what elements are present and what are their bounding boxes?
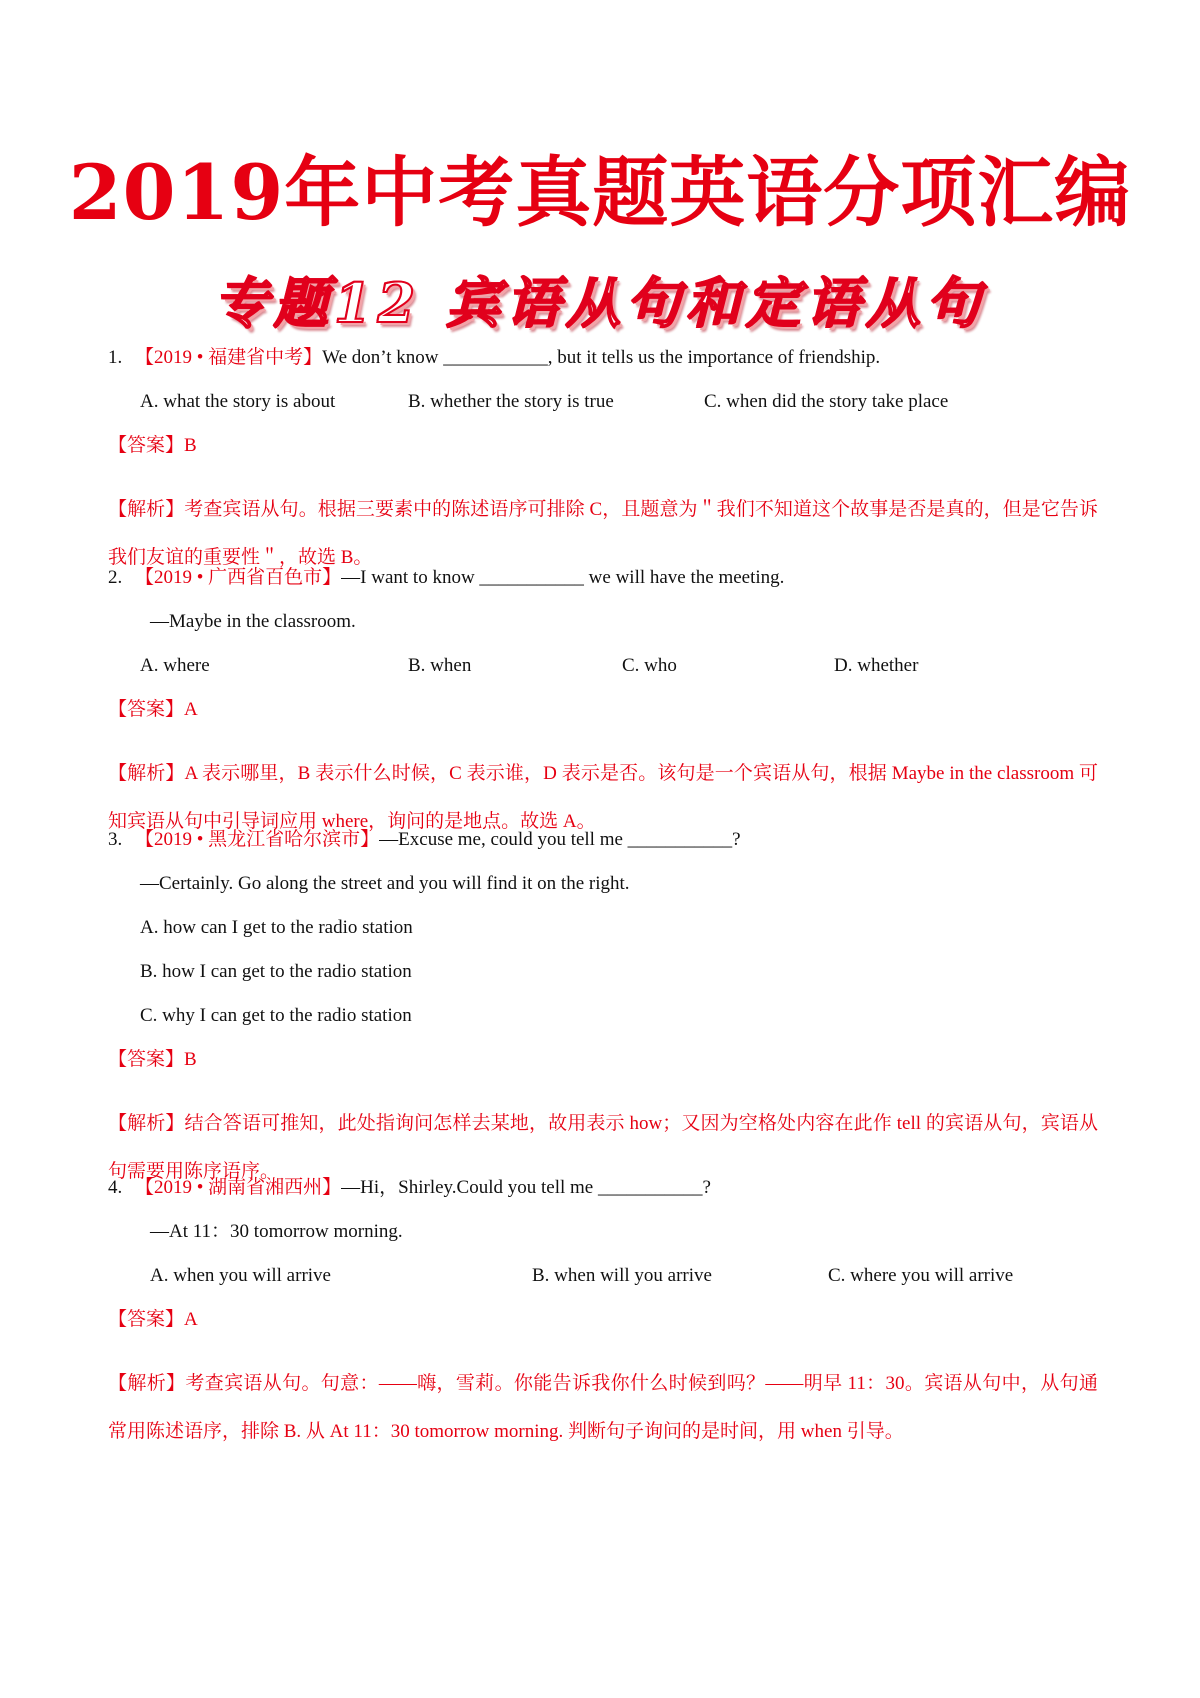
analysis-text: 考查宾语从句。根据三要素中的陈述语序可排除 C，且题意为＂我们不知道这个故事是否是真的，但是它告诉我们友谊的重要性＂，故选 B。 (108, 499, 1098, 568)
answer-label: 【答案】 (108, 435, 185, 456)
question-text: —Hi，Shirley.Could you tell me ___________? (341, 1177, 711, 1198)
analysis-text: 考查宾语从句。句意：——嗨，雪莉。你能告诉我你什么时候到吗？——明早 11：30。宾语从句中，从句通常用陈述语序，排除 B. 从 At 11：30 tomorrow morning. 判断句子询问的是时间，用 when 引导。 (108, 1373, 1098, 1442)
answer-label: 【答案】 (108, 1309, 185, 1330)
analysis-label: 【解析】 (108, 1373, 186, 1394)
analysis-text: 结合答语可推知，此处指询问怎样去某地，故用表示 how；又因为空格处内容在此作 tell 的宾语从句，宾语从句需要用陈序语序。 (108, 1113, 1098, 1182)
question-text: —Excuse me, could you tell me ___________? (379, 829, 741, 850)
option-c: C. who (622, 655, 677, 676)
question-source: 【2019 • 黑龙江省哈尔滨市】 (135, 829, 380, 850)
document-subtitle: 专题12 宾语从句和定语从句 (214, 271, 986, 335)
analysis-text: A 表示哪里，B 表示什么时候，C 表示谁，D 表示是否。该句是一个宾语从句，根据 Maybe in the classroom 可知宾语从句中引导词应用 where，询问的是地点。故选 A。 (108, 763, 1098, 832)
answer-label: 【答案】 (108, 1049, 185, 1070)
question-number: 2. (108, 567, 123, 588)
question-4-answer (108, 1306, 198, 1334)
question-1-answer (108, 432, 197, 460)
option-d: D. whether (834, 655, 919, 676)
option-b: B. when will you arrive (532, 1265, 712, 1286)
question-1-options (140, 388, 948, 416)
question-3-stem (108, 826, 741, 854)
answer-label: 【答案】 (108, 699, 185, 720)
question-2-options (140, 652, 918, 680)
question-3-answer (108, 1046, 197, 1074)
question-number: 4. (108, 1177, 123, 1198)
question-text: We don’t know ___________, but it tells us the importance of friendship. (322, 347, 881, 368)
option-b: B. when (408, 655, 472, 676)
question-2-stem (108, 564, 784, 592)
analysis-label: 【解析】 (108, 499, 185, 520)
answer-value: A (184, 1309, 198, 1330)
analysis-label: 【解析】 (108, 763, 185, 784)
option-a: A. when you will arrive (150, 1265, 331, 1286)
question-1-stem (108, 344, 880, 372)
option-b: B. how I can get to the radio station (140, 961, 412, 982)
analysis-label: 【解析】 (108, 1113, 185, 1134)
question-4-analysis (108, 1360, 1098, 1456)
question-4-options (150, 1262, 1013, 1290)
question-2-reply: —Maybe in the classroom. (150, 611, 356, 632)
option-c: C. where you will arrive (828, 1265, 1014, 1286)
question-4-stem (108, 1174, 711, 1202)
document-title: 2019年中考真题英语分项汇编 (68, 148, 1132, 237)
question-4-reply: —At 11：30 tomorrow morning. (150, 1221, 403, 1242)
option-a: A. where (140, 655, 210, 676)
question-3-reply: —Certainly. Go along the street and you will find it on the right. (140, 873, 630, 894)
question-2-answer (108, 696, 198, 724)
answer-value: B (184, 1049, 197, 1070)
question-source: 【2019 • 湖南省湘西州】 (135, 1177, 342, 1198)
option-a: A. what the story is about (140, 391, 336, 412)
question-number: 1. (108, 347, 123, 368)
answer-value: A (184, 699, 198, 720)
option-b: B. whether the story is true (408, 391, 614, 412)
option-c: C. when did the story take place (704, 391, 949, 412)
question-number: 3. (108, 829, 123, 850)
option-a: A. how can I get to the radio station (140, 917, 413, 938)
question-source: 【2019 • 福建省中考】 (135, 347, 323, 368)
question-text: —I want to know ___________ we will have the meeting. (341, 567, 785, 588)
option-c: C. why I can get to the radio station (140, 1005, 412, 1026)
answer-value: B (184, 435, 197, 456)
question-source: 【2019 • 广西省百色市】 (135, 567, 342, 588)
